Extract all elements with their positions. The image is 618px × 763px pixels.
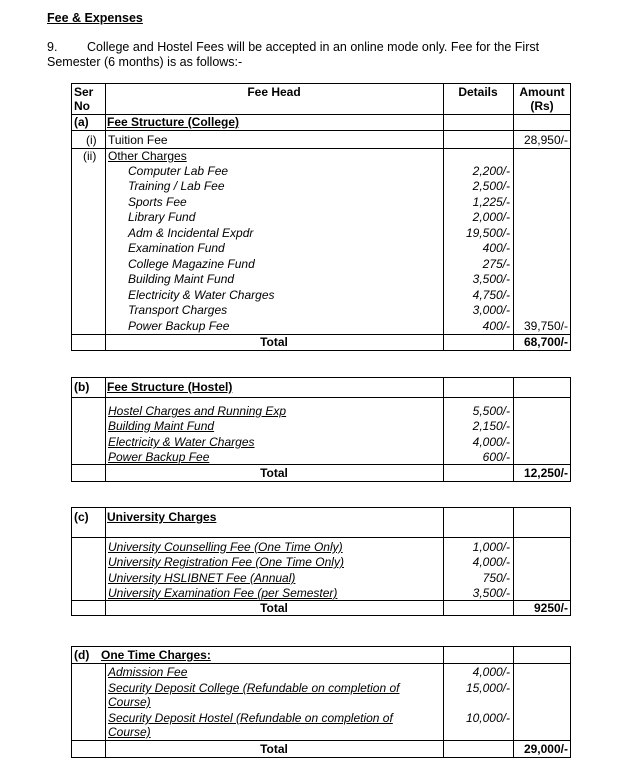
item-details: 10,000/-: [465, 711, 510, 725]
item-details: 2,000/-: [472, 210, 510, 224]
header-details: Details: [458, 85, 498, 99]
item-details: 400/-: [482, 241, 510, 255]
list-item: Transport Charges: [128, 303, 228, 317]
item-details: 4,000/-: [472, 435, 510, 449]
section-d-ser: (d): [74, 648, 90, 662]
item-details: 4,000/-: [472, 555, 510, 569]
page-heading: Fee & Expenses: [47, 11, 143, 25]
list-item: University HSLIBNET Fee (Annual): [108, 571, 296, 585]
section-c-ser: (c): [74, 510, 89, 524]
section-c-title: University Charges: [107, 510, 217, 524]
list-item: Building Maint Fund: [108, 419, 215, 433]
section-c-total-label: Total: [260, 601, 288, 615]
list-item: Examination Fund: [128, 241, 225, 255]
header-ser: Ser: [74, 85, 94, 99]
item-details: 4,750/-: [472, 288, 510, 302]
list-item: Training / Lab Fee: [128, 179, 225, 193]
item-details: 4,000/-: [472, 665, 510, 679]
section-b-ser: (b): [74, 380, 90, 394]
item-details: 400/-: [482, 319, 510, 333]
item-details: 15,000/-: [465, 681, 510, 695]
section-d-total-label: Total: [260, 742, 288, 756]
list-item: Sports Fee: [128, 195, 187, 209]
list-item: University Registration Fee (One Time Only): [108, 555, 344, 569]
section-d-title: One Time Charges:: [101, 648, 211, 662]
list-item: Admission Fee: [108, 665, 188, 679]
section-b-title: Fee Structure (Hostel): [107, 380, 233, 394]
tuition-ser: (i): [86, 133, 97, 147]
section-a-ser: (a): [74, 115, 89, 129]
list-item: Electricity & Water Charges: [128, 288, 275, 302]
item-details: 600/-: [482, 450, 510, 464]
intro-paragraph: [47, 40, 567, 70]
section-d-total-amount: 29,000/-: [523, 742, 568, 756]
list-item: University Examination Fee (per Semester): [108, 586, 338, 600]
other-ser: (ii): [83, 149, 97, 163]
tuition-amount: 28,950/-: [523, 133, 568, 147]
item-details: 3,500/-: [472, 586, 510, 600]
section-b-total-label: Total: [260, 466, 288, 480]
list-item: Hostel Charges and Running Exp: [108, 404, 287, 418]
section-a-total-label: Total: [260, 335, 288, 349]
section-a-total-amount: 68,700/-: [523, 335, 568, 349]
section-c-total-amount: 9250/-: [533, 601, 568, 615]
list-item: Power Backup Fee: [108, 450, 210, 464]
list-item: Security Deposit College (Refundable on completion of Course): [108, 681, 400, 709]
header-fee-head: Fee Head: [247, 85, 301, 99]
item-details: 1,225/-: [472, 195, 510, 209]
item-details: 3,500/-: [472, 272, 510, 286]
paragraph-text: College and Hostel Fees will be accepted in an online mode only. Fee for the First Semester (6 months) is as follows:-: [47, 40, 540, 69]
list-item: University Counselling Fee (One Time Only): [108, 540, 343, 554]
list-item: Computer Lab Fee: [128, 164, 229, 178]
list-item: Security Deposit Hostel (Refundable on completion of Course): [108, 711, 393, 739]
list-item: Library Fund: [128, 210, 196, 224]
other-charges-amount: 39,750/-: [523, 319, 568, 333]
item-details: 5,500/-: [472, 404, 510, 418]
list-item: Adm & Incidental Expdr: [128, 226, 254, 240]
header-amount: Amount: [519, 85, 565, 99]
item-details: 275/-: [482, 257, 510, 271]
list-item: Power Backup Fee: [128, 319, 230, 333]
item-details: 1,000/-: [472, 540, 510, 554]
item-details: 19,500/-: [465, 226, 510, 240]
header-amount-unit: (Rs): [530, 99, 554, 113]
other-label: Other Charges: [108, 149, 187, 163]
list-item: Electricity & Water Charges: [108, 435, 255, 449]
section-b-total-amount: 12,250/-: [523, 466, 568, 480]
header-no: No: [74, 99, 90, 113]
item-details: 2,200/-: [472, 164, 510, 178]
item-details: 2,150/-: [472, 419, 510, 433]
paragraph-number: 9.: [47, 40, 58, 54]
list-item: College Magazine Fund: [128, 257, 255, 271]
item-details: 2,500/-: [472, 179, 510, 193]
item-details: 3,000/-: [472, 303, 510, 317]
tuition-label: Tuition Fee: [108, 133, 168, 147]
section-a-title: Fee Structure (College): [107, 115, 240, 129]
list-item: Building Maint Fund: [128, 272, 235, 286]
item-details: 750/-: [482, 571, 510, 585]
